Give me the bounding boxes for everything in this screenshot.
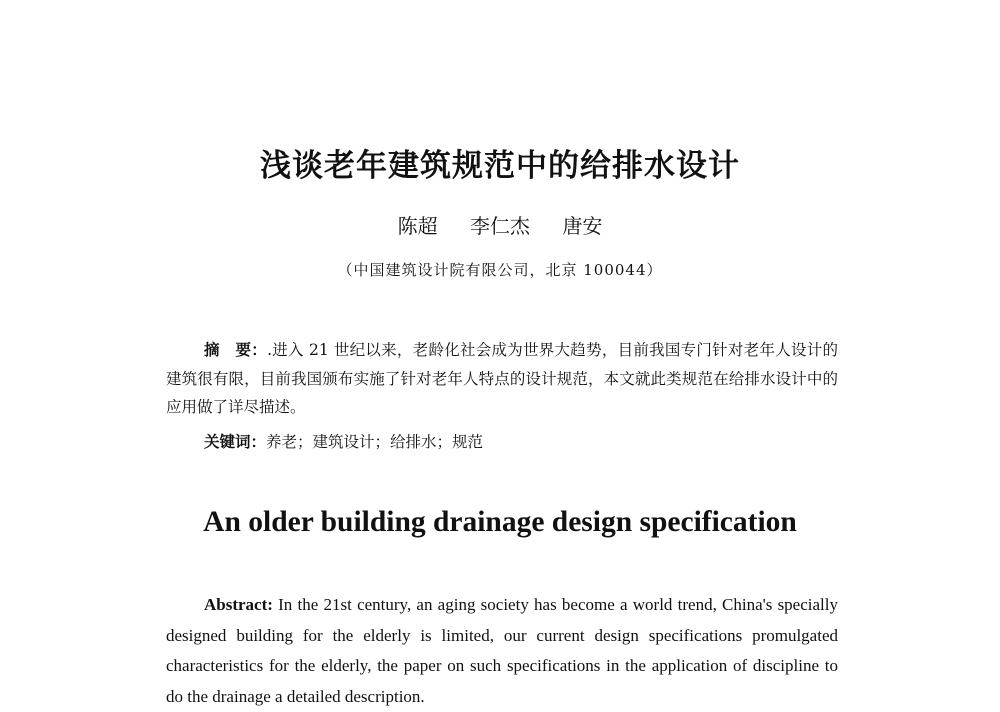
english-abstract <box>166 590 838 712</box>
chinese-abstract-text: .进入 21 世纪以来，老龄化社会成为世界大趋势，目前我国专门针对老年人设计的建筑很有限，目前我国颁布实施了针对老年人特点的设计规范，本文就此类规范在给排水设计中的应用做了详尽描述。 <box>166 341 838 416</box>
chinese-abstract-paragraph <box>166 336 838 422</box>
author-list <box>0 212 1000 240</box>
english-abstract-paragraph <box>166 590 838 712</box>
author-1: 陈超 <box>397 214 438 238</box>
chinese-title: 浅谈老年建筑规范中的给排水设计 <box>260 148 740 184</box>
author-2: 李仁杰 <box>470 214 530 238</box>
affiliation: （中国建筑设计院有限公司，北京 100044） <box>337 261 663 279</box>
english-abstract-text: In the 21st century, an aging society has become a world trend, China's specially designed building for the elderly is limited, our current design specifications promulgated characteristics for the elderly, the paper on such specifications in the application of discipline to do the drainage a detailed description. <box>166 595 838 706</box>
chinese-abstract-label: 摘 要： <box>204 340 268 359</box>
chinese-keywords <box>204 428 483 456</box>
chinese-abstract <box>166 336 838 422</box>
english-abstract-label: Abstract: <box>204 595 273 614</box>
author-3: 唐安 <box>562 214 603 238</box>
chinese-keywords-label: 关键词： <box>204 432 267 451</box>
english-title: An older building drainage design specification <box>203 506 797 538</box>
chinese-keywords-text: 养老；建筑设计；给排水；规范 <box>266 433 484 451</box>
